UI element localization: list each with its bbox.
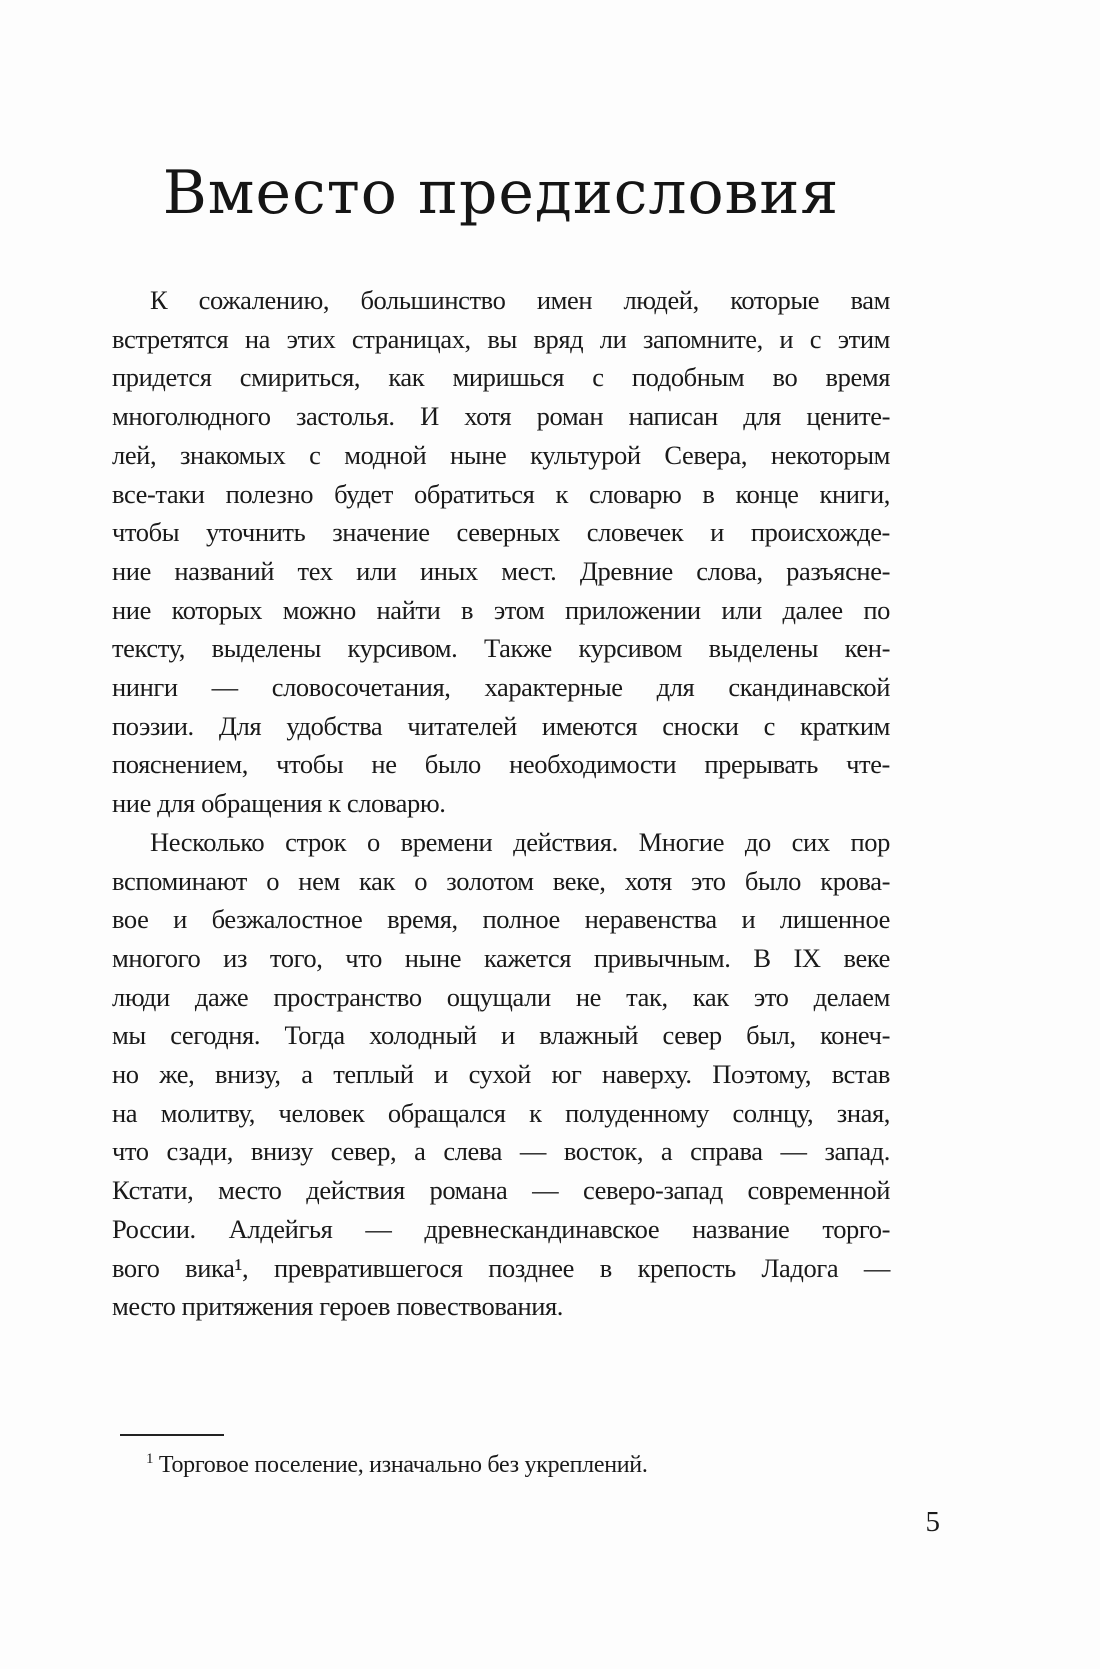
- text-line: ние которых можно найти в этом приложении или далее по: [112, 594, 890, 625]
- text-line: придется смириться, как миришься с подобным во время: [112, 362, 890, 393]
- text-line: вспоминают о нем как о золотом веке, хотя это было крова-: [112, 865, 890, 896]
- text-line: поэзии. Для удобства читателей имеются сноски с кратким: [112, 710, 890, 741]
- text-line: Несколько строк о времени действия. Многие до сих пор: [150, 826, 890, 857]
- text-line: вого вика¹, превратившегося позднее в крепость Ладога —: [112, 1252, 890, 1283]
- footnote-text: Торговое поселение, изначально без укреплений.: [158, 1452, 648, 1478]
- text-line: многого из того, что ныне кажется привычным. В IX веке: [112, 942, 890, 973]
- body-text: [112, 281, 890, 1326]
- text-line: пояснением, чтобы не было необходимости прерывать чте-: [112, 749, 890, 780]
- chapter-title: Вместо предисловия: [162, 158, 840, 228]
- text-line: России. Алдейгья — древнескандинавское название торго-: [112, 1213, 890, 1244]
- footnote-divider: [120, 1434, 224, 1436]
- text-line: но же, внизу, а теплый и сухой юг наверху. Поэтому, встав: [112, 1059, 890, 1090]
- text-line: нинги — словосочетания, характерные для скандинавской: [112, 672, 890, 703]
- text-line: мы сегодня. Тогда холодный и влажный север был, конеч-: [112, 1020, 890, 1051]
- footnote: [112, 1448, 890, 1482]
- text-line: К сожалению, большинство имен людей, которые вам: [150, 285, 890, 315]
- text-line: чтобы уточнить значение северных словечек и происхожде-: [112, 517, 890, 548]
- text-line: люди даже пространство ощущали не так, как это делаем: [112, 981, 890, 1012]
- text-line: встретятся на этих страницах, вы вряд ли запомните, и с этим: [112, 323, 890, 354]
- paragraph: [112, 823, 890, 1326]
- text-line: ние для обращения к словарю.: [112, 788, 446, 819]
- footnote-marker: 1: [146, 1451, 154, 1467]
- text-line: вое и безжалостное время, полное неравенства и лишенное: [112, 904, 890, 935]
- text-line: ние названий тех или иных мест. Древние слова, разъясне-: [112, 555, 890, 586]
- page-number: 5: [925, 1506, 940, 1538]
- text-line: все-таки полезно будет обратиться к словарю в конце книги,: [112, 478, 890, 509]
- text-line: многолюдного застолья. И хотя роман написан для цените-: [112, 401, 890, 432]
- text-line: на молитву, человек обращался к полуденному солнцу, зная,: [112, 1097, 890, 1128]
- paragraph: [112, 281, 890, 823]
- text-line: место притяжения героев повествования.: [112, 1291, 564, 1322]
- text-line: лей, знакомых с модной ныне культурой Севера, некоторым: [112, 439, 890, 470]
- text-line: Кстати, место действия романа — северо-запад современной: [112, 1175, 890, 1206]
- text-line: что сзади, внизу север, а слева — восток, а справа — запад.: [112, 1136, 890, 1167]
- text-line: тексту, выделены курсивом. Также курсивом выделены кен-: [112, 633, 890, 664]
